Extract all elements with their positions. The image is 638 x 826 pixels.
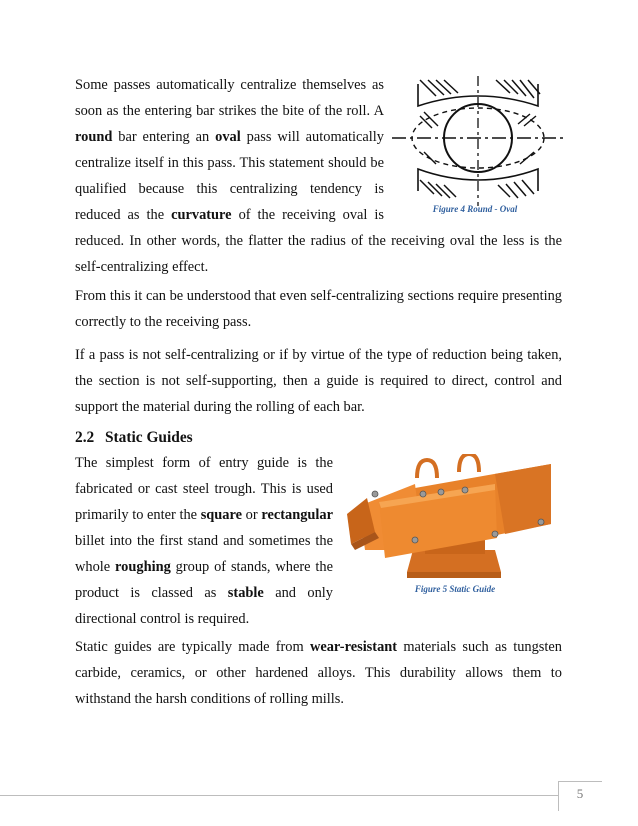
para1-text-3: pass will automatically centralize itself in this pass. This statement should be qualified because this centralizing tendency is reduced as the — [75, 129, 384, 223]
figure-5-caption: Figure 5 Static Guide — [414, 584, 496, 594]
paragraph-presenting: From this it can be understood that even self-centralizing sections require presenting correctly to the receiving pass. — [75, 288, 562, 330]
para1-text-4: of the receiving oval is reduced. In other words, the flatter the radius of the receiving oval the less is the self-centralizing effect. — [75, 207, 562, 275]
para5-text-1: Static guides are typically made from — [75, 639, 310, 655]
para1-bold-oval: oval — [215, 129, 241, 145]
para4-bold-rectangular: rectangular — [261, 507, 333, 523]
para4-text-4: group of stands, where the product is classed as — [75, 559, 333, 601]
section-title: Static Guides — [105, 429, 193, 446]
para4-text-3: billet into the first stand and sometimes the whole — [75, 533, 333, 575]
para4-text-1: The simplest form of entry guide is the fabricated or cast steel trough. This is used primarily to enter the — [75, 455, 333, 523]
para5-text-2: materials such as tungsten carbide, ceramics, or other hardened alloys. This durability allows them to withstand the harsh conditions of rolling mills. — [75, 639, 562, 707]
figure-static-guide — [345, 454, 563, 582]
para1-text-1: Some passes automatically centralize themselves as soon as the entering bar strikes the bite of the roll. A — [75, 77, 384, 119]
para1-bold-curvature: curvature — [171, 207, 232, 223]
paragraph-wear-resistant — [75, 634, 562, 712]
figure-4-caption: Figure 4 Round - Oval — [432, 204, 518, 214]
paragraph-centralizing — [75, 72, 562, 280]
section-number: 2.2 — [75, 429, 95, 446]
para4-text-5: and only directional control is required. — [75, 585, 333, 627]
para4-bold-stable: stable — [227, 585, 264, 601]
section-heading — [75, 428, 193, 448]
paragraph-guide-required: If a pass is not self-centralizing or if by virtue of the type of reduction being taken, the section is not self-supporting, then a guide is required to direct, control and support the material during the rolling of each bar. — [75, 347, 562, 415]
footer-rule — [0, 795, 558, 796]
para4-bold-square: square — [200, 507, 243, 523]
para1-bold-round: round — [75, 129, 113, 145]
figure-4-wrap-spacer — [384, 72, 562, 228]
para4-text-2: or — [242, 507, 262, 523]
para5-bold-wear-resistant: wear-resistant — [309, 639, 398, 655]
paragraph-entry-guide — [75, 450, 333, 632]
para1-text-2: bar entering an — [112, 129, 216, 145]
para4-bold-roughing: roughing — [115, 559, 171, 575]
page-number: 5 — [576, 786, 584, 801]
static-guide-illustration-icon — [345, 454, 563, 582]
